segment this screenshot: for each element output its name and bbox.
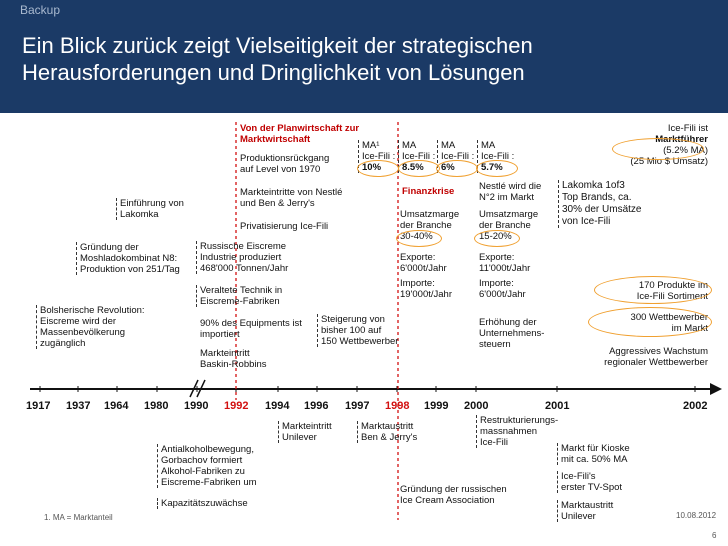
event-baskin-robbins: Markteintritt Baskin-Robbins [200, 348, 267, 370]
event-moshlado: Gründung der Moshladokombinat N8: Produktion von 251/Tag [76, 242, 180, 275]
event-equipment: 90% des Equipments ist importiert [200, 318, 302, 340]
highlight-oval [396, 230, 442, 247]
event-aggressives-wachstum: Aggressives Wachstum regionaler Wettbewerber [604, 346, 708, 368]
page-number: 6 [712, 531, 717, 540]
ma-1997: MA¹ Ice-Fili : 10% [358, 140, 395, 173]
event-ice-cream-association: Gründung der russischen Ice Cream Association [400, 484, 507, 506]
event-unilever-exit: Marktaustritt Unilever [557, 500, 613, 522]
event-privatisierung: Privatisierung Ice-Fili [240, 221, 329, 232]
year-label: 1937 [66, 400, 91, 412]
event-import-2000: Importe: 6'000t/Jahr [479, 278, 526, 300]
year-label: 2002 [683, 400, 708, 412]
event-finanzkrise: Finanzkrise [402, 186, 455, 197]
event-veraltete-technik: Veraltete Technik in Eiscreme-Fabriken [196, 285, 282, 307]
event-planwirtschaft: Von der Planwirtschaft zur Marktwirtschaft [240, 123, 360, 145]
event-bj-exit: Marktaustritt Ben & Jerry's [357, 421, 417, 443]
event-tv-spot: Ice-Fili's erster TV-Spot [557, 471, 622, 493]
highlight-oval [398, 160, 440, 177]
highlight-oval [588, 307, 712, 337]
event-kioske: Markt für Kioske mit ca. 50% MA [557, 443, 630, 465]
date: 10.08.2012 [676, 511, 717, 520]
year-label: 1990 [184, 400, 209, 412]
highlight-oval [612, 138, 704, 160]
year-label: 1997 [345, 400, 370, 412]
ma-1999: MA Ice-Fili : 6% [437, 140, 474, 173]
page-title: Ein Blick zurück zeigt Vielseitigkeit der strategischen Herausforderungen und Dringlichkeit von Lösungen [22, 33, 533, 85]
highlight-oval [357, 160, 399, 177]
year-label: 1917 [26, 400, 51, 412]
highlight-oval [474, 230, 520, 247]
footnote: 1. MA = Marktanteil [44, 513, 113, 522]
event-300-wettbewerber: 300 Wettbewerber im Markt [630, 312, 708, 334]
event-bolshevik-revolution: Bolsherische Revolution: Eiscreme wird der Massenbevölkerung zugänglich [36, 305, 145, 349]
year-label-highlight: 1992 [224, 400, 249, 412]
highlight-oval [476, 160, 518, 177]
highlight-oval [594, 276, 712, 304]
year-label: 2000 [464, 400, 489, 412]
event-export-1998: Exporte: 6'000t/Jahr [400, 252, 447, 274]
event-produkte-sortiment: 170 Produkte im Ice-Fili Sortiment [636, 280, 708, 302]
event-lakomka: Einführung von Lakomka [116, 198, 184, 220]
event-antialkohol: Antialkoholbewegung, Gorbachov formiert Alkohol-Fabriken zu Eiscreme-Fabriken um [157, 444, 257, 488]
event-unilever-entry: Markteintritt Unilever [278, 421, 332, 443]
ma-1998: MA Ice-Fili : 8.5% [398, 140, 435, 173]
event-steuererhoehung: Erhöhung der Unternehmens- steuern [479, 317, 545, 350]
event-lakomka-top-brand: Lakomka 1of3 Top Brands, ca. 30% der Umsätze von Ice-Fili [558, 180, 641, 228]
year-label: 1996 [304, 400, 329, 412]
year-label-highlight: 1998 [385, 400, 410, 412]
event-restrukturierung: Restrukturierungs- massnahmen Ice-Fili [476, 415, 558, 448]
event-nestle-bj-entry: Markteintritte von Nestlé und Ben & Jerry's [240, 187, 343, 209]
event-nestle-nr2: Nestlé wird die N°2 im Markt [479, 181, 542, 203]
event-icefili-marktfuehrer: Ice-Fili ist Marktführer (5.2% MA) (25 Mio $ Umsatz) [630, 123, 708, 167]
year-label: 2001 [545, 400, 570, 412]
event-export-2000: Exporte: 11'000t/Jahr [479, 252, 531, 274]
event-produktion: Produktionsrückgang auf Level von 1970 [240, 153, 330, 175]
year-label: 1980 [144, 400, 169, 412]
event-russian-icecream: Russische Eiscreme Industrie produziert 468'000 Tonnen/Jahr [196, 241, 288, 274]
event-import-1998: Importe: 19'000t/Jahr [400, 278, 452, 300]
year-label: 1994 [265, 400, 290, 412]
year-label: 1999 [424, 400, 449, 412]
highlight-oval [436, 160, 478, 177]
event-steigerung: Steigerung von bisher 100 auf 150 Wettbewerber [317, 314, 398, 347]
event-umsatzmarge-2000: Umsatzmarge der Branche 15-20% [479, 209, 539, 242]
backup-label: Backup [20, 3, 61, 17]
event-kapazitaet: Kapazitätszuwächse [157, 498, 248, 509]
ma-2000: MA Ice-Fili : 5.7% [477, 140, 514, 173]
event-umsatzmarge-1998: Umsatzmarge der Branche 30-40% [400, 209, 460, 242]
year-label: 1964 [104, 400, 129, 412]
